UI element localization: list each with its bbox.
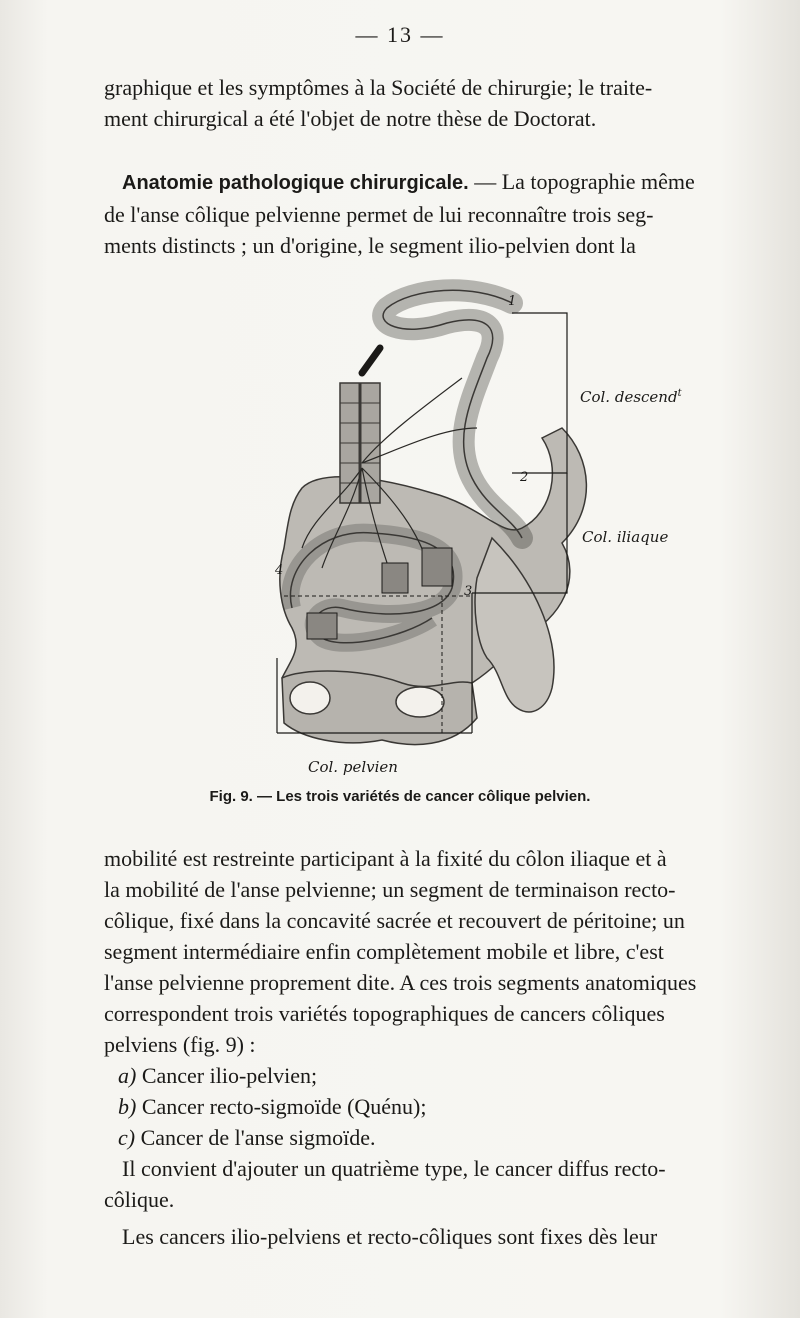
list-item <box>104 1091 730 1122</box>
figure-caption: Fig. 9. — Les trois variétés de cancer côlique pelvien. <box>209 788 591 805</box>
paragraph-line: côlique, fixé dans la concavité sacrée et recouvert de péritoine; un <box>104 908 685 933</box>
figure-number-label: 3 <box>464 584 473 599</box>
paragraph-line: la mobilité de l'anse pelvienne; un segment de terminaison recto- <box>104 877 676 902</box>
label-col-descend-text: Col. descend <box>580 388 678 406</box>
paragraph-line: Les cancers ilio-pelviens et recto-côliques sont fixes dès leur <box>122 1224 658 1249</box>
heading-continuation: — La topographie même <box>468 169 695 194</box>
label-col-iliaque: Col. iliaque <box>582 528 669 546</box>
list-item-text: Cancer de l'anse sigmoïde. <box>140 1125 376 1150</box>
paragraph-line: graphique et les symptômes à la Société de chirurgie; le traite- <box>104 75 653 100</box>
anatomical-figure <box>262 278 732 783</box>
section-heading: Anatomie pathologique chirurgicale. <box>122 172 469 194</box>
list-item-text: Cancer recto-sigmoïde (Quénu); <box>141 1094 427 1119</box>
list-marker: a) <box>118 1063 137 1088</box>
list-item <box>104 1060 730 1091</box>
label-col-descend-sup: t <box>677 388 682 399</box>
paragraph-line: côlique. <box>104 1187 175 1212</box>
paragraph-line: ments distincts ; un d'origine, le segment ilio-pelvien dont la <box>104 233 636 258</box>
paragraph-line <box>104 166 730 199</box>
paragraph-line: Il convient d'ajouter un quatrième type, le cancer diffus recto- <box>122 1156 666 1181</box>
list-item <box>104 1122 730 1153</box>
paragraph-2 <box>104 166 730 261</box>
paragraph-line: ment chirurgical a été l'objet de notre thèse de Doctorat. <box>104 106 597 131</box>
paragraph-line: pelviens (fig. 9) : <box>104 1032 256 1057</box>
list-item-text: Cancer ilio-pelvien; <box>141 1063 318 1088</box>
list-marker: b) <box>118 1094 137 1119</box>
paragraph-1 <box>104 72 730 134</box>
label-col-pelvien: Col. pelvien <box>308 758 398 776</box>
figure-number-label: 4 <box>275 563 284 578</box>
figure-number-label: 2 <box>520 470 529 485</box>
page-number: — 13 — <box>355 22 445 47</box>
paragraph-line: de l'anse côlique pelvienne permet de lui reconnaître trois seg- <box>104 202 654 227</box>
paragraph-line: correspondent trois variétés topographiques de cancers côliques <box>104 1001 665 1026</box>
label-col-descend <box>580 388 682 406</box>
paragraph-line: segment intermédiaire enfin complètement mobile et libre, c'est <box>104 939 664 964</box>
paragraph-line: l'anse pelvienne proprement dite. A ces trois segments anatomiques <box>104 970 697 995</box>
paragraph-line: mobilité est restreinte participant à la fixité du côlon iliaque et à <box>104 846 667 871</box>
aorta-stub <box>362 348 380 373</box>
obturator-opening-left <box>290 682 330 714</box>
list-marker: c) <box>118 1125 136 1150</box>
figure-number-label: 1 <box>508 294 517 309</box>
paragraph-3 <box>104 843 730 1252</box>
obturator-opening-right <box>396 687 444 717</box>
